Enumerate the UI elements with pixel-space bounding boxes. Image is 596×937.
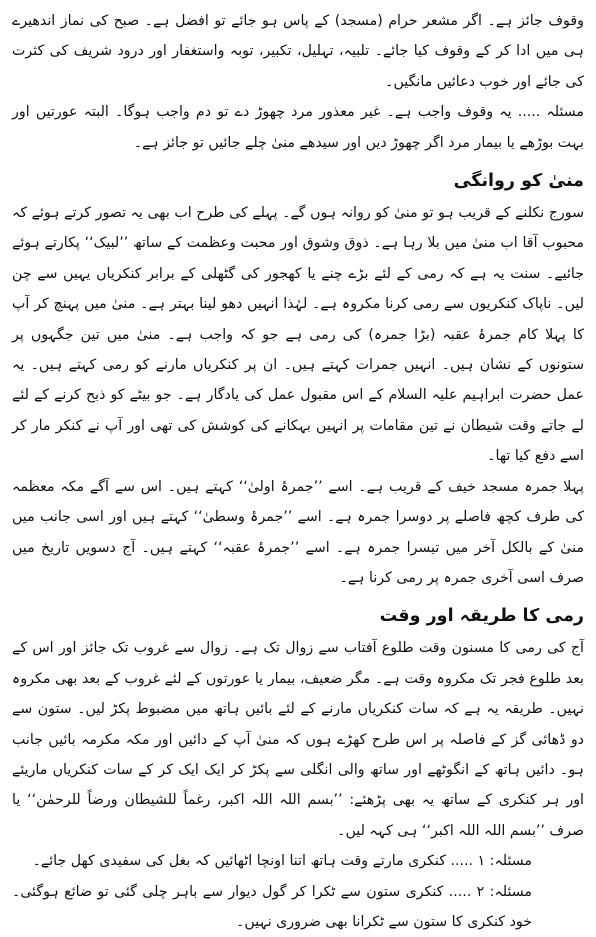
heading-mina-rawangi: منیٰ کو روانگی [453,171,584,192]
heading-rami-tariqa: رمی کا طریقہ اور وقت [379,606,584,627]
paragraph-wuquf-muzdalifa: وقوف جائز ہے۔ اگر مشعر حرام (مسجد) کے پاس ہو جائے تو افضل ہے۔ صبح کی نماز اندھیرے ہی میں ادا کر کے وقوف کیا جائے۔ تلبیہ، تہلیل، تکبیر، توبہ واستغفار اور درود شریف کی کثرت کی جائے اور خوب دعائیں مانگیں۔ [12,13,584,90]
masala-1: مسئلہ: ۱ ..... کنکری مارتے وقت ہاتھ اتنا اونچا اٹھائیں کہ بغل کی سفیدی کھل جائے۔ [32,853,532,870]
masala-wuquf-wajib: مسئلہ ..... یہ وقوف واجب ہے۔ غیر معذور مرد چھوڑ دے تو دم واجب ہوگا۔ البتہ عورتیں اور بہت بوڑھے یا بیمار مرد اگر چھوڑ دیں اور سیدھے منیٰ چلے جائیں تو جائز ہے۔ [12,104,584,151]
paragraph-mina-rawangi: سورج نکلنے کے قریب ہو تو منیٰ کو روانہ ہوں گے۔ پہلے کی طرح اب بھی یہ تصور کرتے ہوئے کہ محبوب آقا اب منیٰ میں بلا رہا ہے۔ ذوق وشوق اور محبت وعظمت کے ساتھ ’’لبیک‘‘ پکارتے ہوئے جائیے۔ سنت یہ ہے کہ رمی کے لئے بڑے چنے یا کھجور کی گٹھلی کے برابر کنکریاں یہیں سے چن لیں۔ ناپاک کنکریوں سے رمی کرنا مکروہ ہے۔ لہٰذا انہیں دھو لینا بہتر ہے۔ منیٰ میں پہنچ کر آپ کا پہلا کام جمرۂ عقبہ (بڑا جمرہ) کی رمی ہے جو کہ واجب ہے۔ منیٰ میں تین جگہوں پر ستونوں کے نشان ہیں۔ انہیں جمرات کہتے ہیں۔ ان پر کنکریاں مارنے کو رمی کہتے ہیں۔ یہ عمل حضرت ابراہیم علیہ السلام کے اس مقبول عمل کی یادگار ہے۔ جو بیٹے کو ذبح کرنے کے لئے لے جاتے وقت شیطان نے تین مقامات پر انہیں بہکانے کی کوشش کی تھی اور آپ نے کنکر مار کر اسے دفع کیا تھا۔ [12,205,584,465]
paragraph-jamarat: پہلا جمرہ مسجد خیف کے قریب ہے۔ اسے ’’جمرۂ اولیٰ‘‘ کہتے ہیں۔ اس سے آگے مکہ معظمہ کی طرف کچھ فاصلے پر دوسرا جمرہ ہے۔ اسے ’’جمرۂ وسطیٰ‘‘ کہتے ہیں اور اسی جانب میں منیٰ کے بالکل آخر میں تیسرا جمرہ ہے۔ اسے ’’جمرۂ عقبہ‘‘ کہتے ہیں۔ آج دسویں تاریخ میں صرف اسی آخری جمرہ پر رمی کرنا ہے۔ [12,478,584,586]
masala-2: مسئلہ: ۲ ..... کنکری ستون سے ٹکرا کر گول دیوار سے باہر چلی گئی تو ضائع ہوگئی۔ خود کنکری کا ستون سے ٹکرانا بھی ضروری نہیں۔ [12,883,532,930]
paragraph-rami-tariqa: آج کی رمی کا مسنون وقت طلوع آفتاب سے زوال تک ہے۔ زوال سے غروب تک جائز اور اس کے بعد طلوع فجر تک مکروہ وقت ہے۔ مگر ضعیف، بیمار یا عورتوں کے لئے غروب کے بعد بھی مکروہ نہیں۔ طریقہ یہ ہے کہ سات کنکریاں مارنے کے لئے بائیں ہاتھ میں مضبوط پکڑ لیں۔ ستون سے دو ڈھائی گز کے فاصلہ پر اس طرح کھڑے ہوں کہ منیٰ آپ کے دائیں اور مکہ مکرمہ بائیں جانب ہو۔ دائیں ہاتھ کے انگوٹھے اور ساتھ والی انگلی سے پکڑ کر ایک ایک کر کے سات کنکریاں ماریئے اور ہر کنکری کے ساتھ یہ بھی پڑھئے: ’’بسم اللہ اللہ اکبر، رغماً للشیطان ورضاً للرحمٰن‘‘ یا صرف ’’بسم اللہ اللہ اکبر‘‘ ہی کہہ لیں۔ [12,640,584,839]
